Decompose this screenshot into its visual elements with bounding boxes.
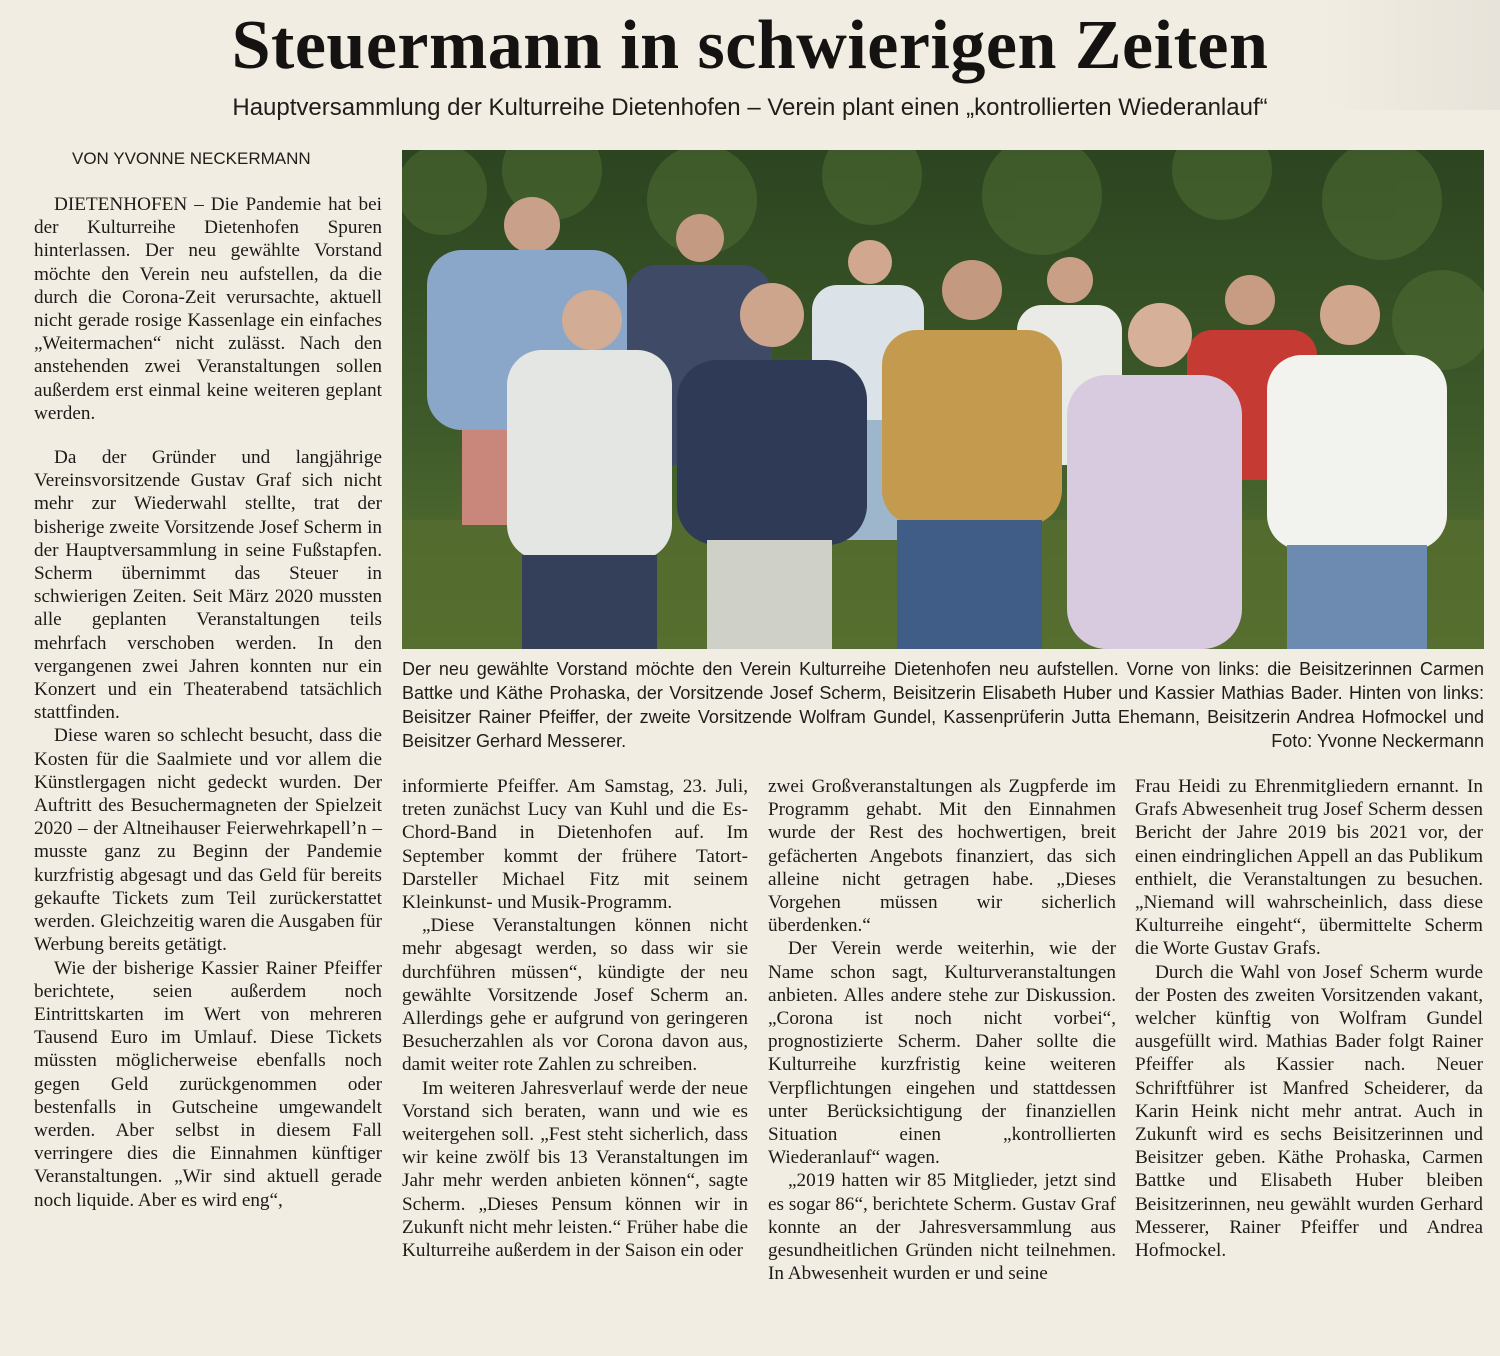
caption-text: Der neu gewählte Vorstand möchte den Verein Kulturreihe Dietenhofen neu aufstellen. Vorne von links: die Beisitzerinnen Carmen Battke und Käthe Prohaska, der Vorsitzende Josef Scherm, Beisitzerin Elisabeth Huber und Kassier Mathias Bader. Hinten von links: Beisitzer Rainer Pfeiffer, der zweite Vorsitzende Wolfram Gundel, Kassenprüferin Jutta Ehemann, Beisitzerin Andrea Hofmockel und Beisitzer Gerhard Messerer. (402, 659, 1484, 751)
photo-caption (402, 657, 1484, 753)
paragraph: „2019 hatten wir 85 Mitglieder, jetzt sind es sogar 86“, berichtete Scherm. Gustav Graf konnte an der Jahresversammlung aus gesundheitlichen Gründen nicht teilnehmen. In Abwesenheit wurden er und seine (768, 1170, 1116, 1285)
group-photo-image (402, 150, 1484, 649)
paragraph: Diese waren so schlecht besucht, dass die Kosten für die Saalmiete und vor allem die Künstlergagen nicht gedeckt wurden. Der Auftritt des Besuchermagneten der Spielzeit 2020 – der Altneihauser Feierwehrkapell’n – musste ganz zu Beginn der Pandemie kurzfristig abgesagt und das Geld für bereits gekaufte Tickets zum Teil zurückerstattet werden. Gleichzeitig waren die Ausgaben für Werbung bereits getätigt. (34, 725, 382, 956)
paragraph: Im weiteren Jahresverlauf werde der neue Vorstand sich beraten, wann und wie es weitergehen soll. „Fest steht sicherlich, dass wir keine zwölf bis 13 Veranstaltungen im Jahr mehr werden anbieten können“, sagte Scherm. „Dieses Pensum können wir in Zukunft nicht mehr leisten.“ Früher habe die Kulturreihe außerdem in der Saison ein oder (402, 1077, 748, 1262)
subheadline: Hauptversammlung der Kulturreihe Dietenhofen – Verein plant einen „kontrollierten Wiederanlauf“ (232, 94, 1268, 121)
article-column-1 (34, 193, 382, 1212)
group-photo (402, 150, 1484, 649)
paragraph: Wie der bisherige Kassier Rainer Pfeiffer berichtete, seien außerdem noch Eintrittskarten im Wert von mehreren Tausend Euro im Umlauf. Diese Tickets müssten möglicherweise ebenfalls noch gegen Geld zurückgenommen oder bestenfalls in Gutscheine umgewandelt werden. Aber selbst in diesem Fall verringere dies die Einnahmen künftiger Veranstaltungen. „Wir sind aktuell gerade noch liquide. Aber es wird eng“, (34, 957, 382, 1211)
headline: Steuermann in schwierigen Zeiten (231, 7, 1269, 84)
article-column-3 (768, 775, 1116, 1285)
paragraph: zwei Großveranstaltungen als Zugpferde im Programm gehabt. Mit den Einnahmen wurde der Rest des hochwertigen, breit gefächerten Angebots finanziert, das sich alleine nicht getragen habe. „Dieses Vorgehen müssen wir sicherlich überdenken.“ (768, 776, 1116, 937)
photo-credit: Foto: Yvonne Neckermann (1271, 731, 1484, 751)
article-column-4 (1135, 775, 1483, 1262)
paragraph: „Diese Veranstaltungen können nicht mehr abgesagt werden, so dass wir sie durchführen müssen“, kündigte der neu gewählte Vorsitzende Josef Scherm an. Allerdings gehe er aufgrund von geringeren Besucherzahlen als vor Corona davon aus, damit weiter rote Zahlen zu schreiben. (402, 915, 748, 1076)
paragraph: Durch die Wahl von Josef Scherm wurde der Posten des zweiten Vorsitzenden vakant, welcher künftig von Wolfram Gundel ausgefüllt wird. Mathias Bader folgt Rainer Pfeiffer als Kassier nach. Neuer Schriftführer ist Manfred Scheiderer, da Karin Heink nicht mehr antrat. Auch in Zukunft wird es sechs Beisitzerinnen und Beisitzer geben. Käthe Prohaska, Carmen Battke und Elisabeth Huber bleiben Beisitzerinnen, neu gewählt wurden Gerhard Messerer, Rainer Pfeiffer und Andrea Hofmockel. (1135, 961, 1483, 1262)
paragraph: informierte Pfeiffer. Am Samstag, 23. Juli, treten zunächst Lucy van Kuhl und die Es-Chord-Band in Dietenhofen auf. Im September kommt der frühere Tatort-Darsteller Michael Fitz mit seinem Kleinkunst- und Musik-Programm. (402, 776, 748, 914)
byline: VON YVONNE NECKERMANN (72, 149, 311, 168)
article-column-2 (402, 775, 748, 1262)
paragraph: Frau Heidi zu Ehrenmitgliedern ernannt. In Grafs Abwesenheit trug Josef Scherm dessen Bericht der Jahre 2019 bis 2021 vor, der einen eindringlichen Appell an das Publikum enthielt, die Veranstaltungen zu besuchen. „Niemand will wahrscheinlich, dass diese Kulturreihe eingeht“, übermittelte Scherm die Worte Gustav Grafs. (1135, 776, 1483, 960)
paragraph: Da der Gründer und langjährige Vereinsvorsitzende Gustav Graf sich nicht mehr zur Wiederwahl stellte, trat der bisherige zweite Vorsitzende Josef Scherm in der Hauptversammlung in seine Fußstapfen. Scherm übernimmt das Steuer in schwierigen Zeiten. Seit März 2020 mussten alle geplanten Veranstaltungen teils mehrfach verschoben werden. In den vergangenen zwei Jahren konnten nur ein Konzert und ein Theaterabend tatsächlich stattfinden. (34, 447, 382, 724)
paragraph: Der Verein werde weiterhin, wie der Name schon sagt, Kulturveranstaltungen anbieten. Alles andere stehe zur Diskussion. „Corona ist noch nicht vorbei“, prognostizierte Scherm. Daher sollte die Kulturreihe kurzfristig keine weiteren Verpflichtungen eingehen und stattdessen unter Berücksichtigung der finanziellen Situation einen „kontrollierten Wiederanlauf“ wagen. (768, 938, 1116, 1169)
paragraph: DIETENHOFEN – Die Pandemie hat bei der Kulturreihe Dietenhofen Spuren hinterlassen. Der neu gewählte Vorstand möchte den Verein neu aufstellen, da die durch die Corona-Zeit verursachte, aktuell nicht gerade rosige Kassenlage ein einfaches „Weitermachen“ nicht zulässt. Nach den anstehenden zwei Veranstaltungen sollen außerdem erst einmal keine weiteren geplant werden. (34, 194, 382, 424)
